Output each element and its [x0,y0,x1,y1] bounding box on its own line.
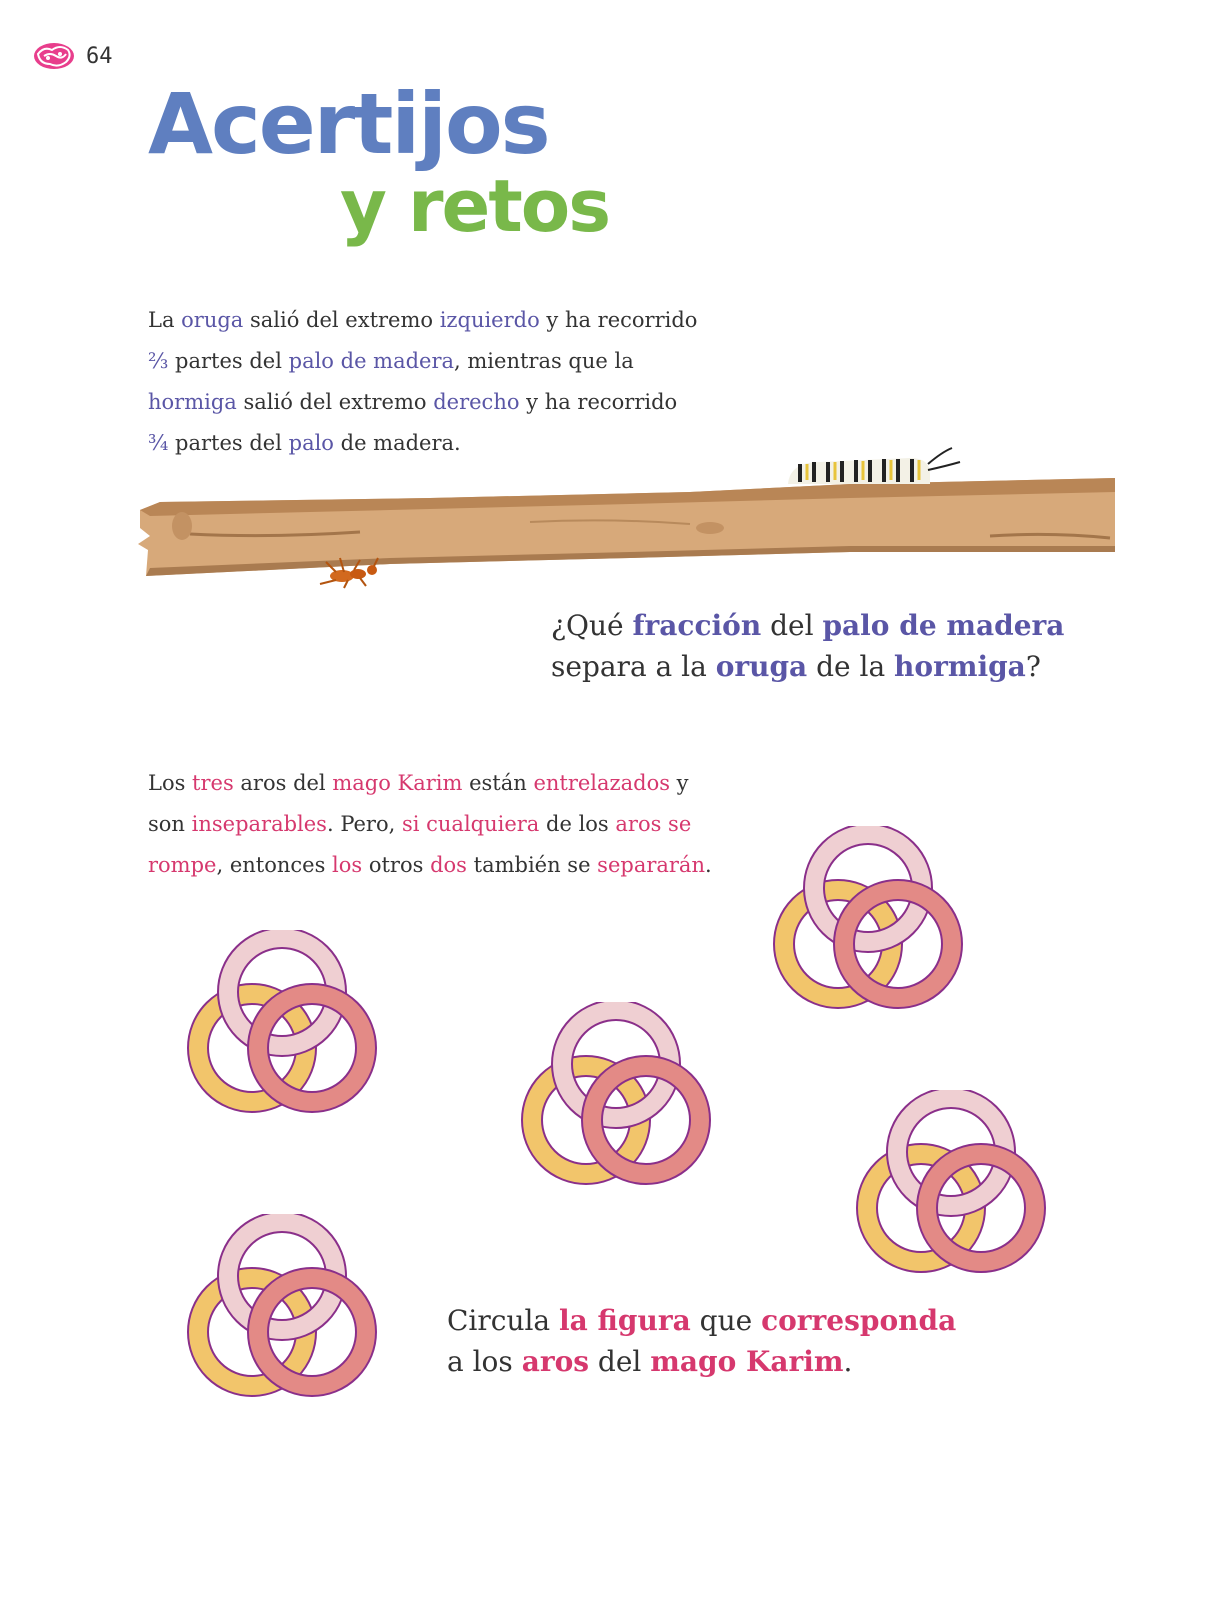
wooden-stick-icon [138,478,1115,576]
text-line: son inseparables. Pero, si cualquiera de los aros se [148,812,692,836]
rings-option-3[interactable] [518,1002,718,1192]
page-title-line-1: Acertijos [148,75,549,173]
text-line: a los aros del mago Karim. [447,1345,853,1378]
puzzle-1-question [551,605,1064,687]
puzzle-2-text [148,763,712,886]
text-line: La oruga salió del extremo izquierdo y ha recorrido [148,308,698,332]
wooden-stick-illustration [130,440,1120,600]
text-line: hormiga salió del extremo derecho y ha recorrido [148,390,678,414]
rings-option-1[interactable] [770,826,970,1016]
page-logo-icon [32,40,76,72]
text-line: Circula la figura que corresponda [447,1304,957,1337]
text-line: separa a la oruga de la hormiga? [551,650,1041,683]
text-line: Los tres aros del mago Karim están entrelazados y [148,771,689,795]
text-line: ⅔ partes del palo de madera, mientras que la [148,349,634,373]
rings-option-4[interactable] [853,1090,1053,1280]
text-line: ¿Qué fracción del palo de madera [551,609,1065,642]
puzzle-2-instruction [447,1300,956,1382]
text-line: rompe, entonces los otros dos también se separarán. [148,853,712,877]
page-title-line-2: y retos [340,164,610,248]
caterpillar-icon [788,448,960,484]
rings-option-2[interactable] [184,930,384,1120]
page-number: 64 [86,44,113,69]
text-line: ¾ partes del palo de madera. [148,431,461,455]
rings-option-5[interactable] [184,1214,384,1404]
